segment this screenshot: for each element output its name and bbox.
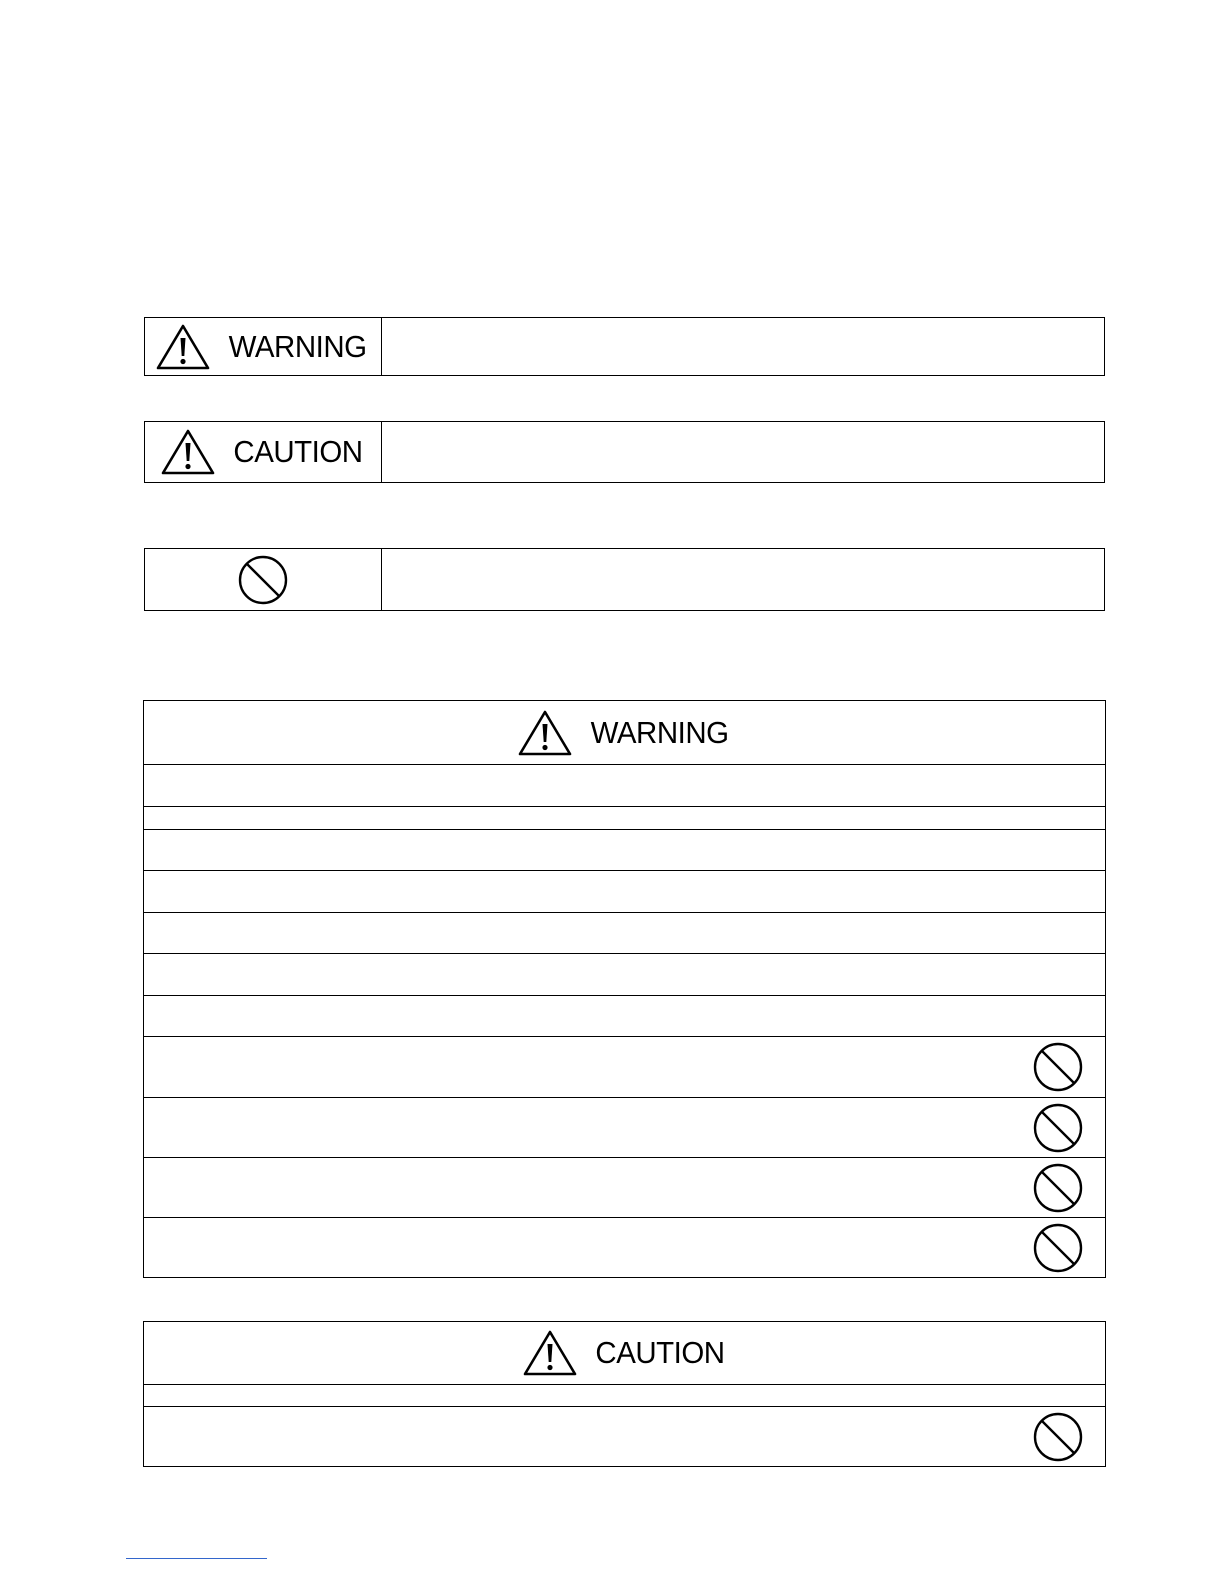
- table-row: [144, 954, 1105, 996]
- table-row: [144, 996, 1105, 1037]
- table-row: [144, 871, 1105, 913]
- warning-triangle-icon: [522, 1329, 578, 1377]
- prohibition-icon: [1033, 1412, 1083, 1462]
- prohibition-icon: [238, 555, 288, 605]
- prohibition-icon: [1033, 1042, 1083, 1092]
- table-row: [144, 765, 1105, 807]
- legend-warning-symbol: [145, 318, 382, 375]
- legend-prohibition-symbol: [145, 549, 382, 610]
- warning-triangle-icon: [517, 709, 573, 757]
- prohibition-icon: [1033, 1163, 1083, 1213]
- legend-caution-label: CAUTION: [233, 434, 363, 469]
- warning-table: [143, 700, 1106, 1278]
- caution-table-header: [144, 1322, 1105, 1385]
- table-row: [144, 807, 1105, 830]
- table-row: [144, 1218, 1105, 1277]
- table-row: [144, 1407, 1105, 1466]
- legend-caution: [144, 421, 1105, 483]
- legend-warning-label: WARNING: [229, 328, 367, 364]
- table-row: [144, 1158, 1105, 1218]
- warning-triangle-icon: [155, 323, 211, 371]
- legend-warning: [144, 317, 1105, 376]
- table-row: [144, 1385, 1105, 1407]
- caution-table-title: CAUTION: [594, 1335, 725, 1370]
- prohibition-icon: [1033, 1103, 1083, 1153]
- warning-table-title: WARNING: [590, 714, 729, 750]
- legend-prohibition-description: [382, 549, 1104, 610]
- legend-caution-description: [382, 422, 1104, 482]
- warning-table-header: [144, 701, 1105, 765]
- table-row: [144, 1098, 1105, 1158]
- warning-triangle-icon: [160, 428, 216, 476]
- table-row: [144, 1037, 1105, 1098]
- legend-caution-symbol: [145, 422, 382, 482]
- table-row: [144, 913, 1105, 954]
- legend-prohibition: [144, 548, 1105, 611]
- table-row: [144, 830, 1105, 871]
- footer-link-underline[interactable]: [126, 1558, 267, 1559]
- legend-warning-description: [382, 318, 1104, 375]
- prohibition-icon: [1033, 1223, 1083, 1273]
- caution-table: [143, 1321, 1106, 1467]
